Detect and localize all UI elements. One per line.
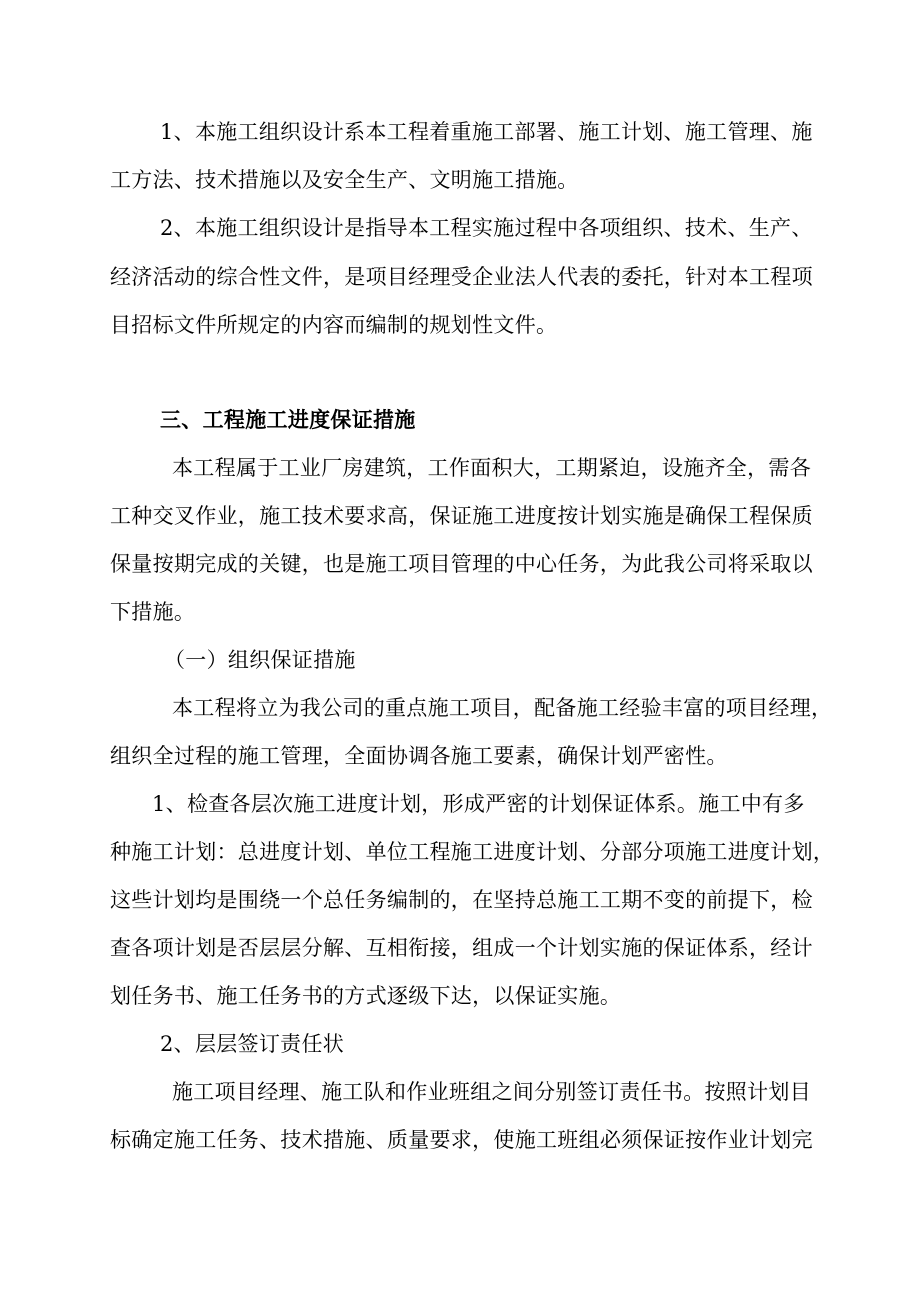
para3-line3: 保量按期完成的关键，也是施工项目管理的中心任务，为此我公司将采取以 — [110, 552, 813, 576]
para2-line3: 目招标文件所规定的内容而编制的规划性文件。 — [110, 313, 558, 337]
para6-line1: 施工项目经理、施工队和作业班组之间分别签订责任书。按照计划目 — [172, 1080, 811, 1104]
para4-line1: 本工程将立为我公司的重点施工项目，配备施工经验丰富的项目经理， — [172, 696, 833, 720]
para2-line1: 2、本施工组织设计是指导本工程实施过程中各项组织、技术、生产、 — [160, 216, 813, 240]
para1-line1: 1、本施工组织设计系本工程着重施工部署、施工计划、施工管理、施 — [160, 120, 813, 144]
para3-line1: 本工程属于工业厂房建筑，工作面积大，工期紧迫，设施齐全，需各 — [172, 456, 811, 480]
subheading-organization: （一）组织保证措施 — [164, 648, 356, 672]
para5-line4: 查各项计划是否层层分解、互相衔接，组成一个计划实施的保证体系，经计 — [110, 936, 813, 960]
para4-line2: 组织全过程的施工管理，全面协调各施工要素，确保计划严密性。 — [110, 744, 728, 768]
section-heading: 三、工程施工进度保证措施 — [160, 407, 416, 432]
para2-line2: 经济活动的综合性文件，是项目经理受企业法人代表的委托，针对本工程项 — [110, 265, 813, 289]
item2-heading: 2、层层签订责任状 — [160, 1032, 345, 1056]
para5-line5: 划任务书、施工任务书的方式逐级下达，以保证实施。 — [110, 984, 622, 1008]
para5-line2: 种施工计划：总进度计划、单位工程施工进度计划、分部分项施工进度计划， — [110, 840, 835, 864]
para3-line4: 下措施。 — [110, 600, 196, 624]
para5-line3: 这些计划均是围绕一个总任务编制的，在坚持总施工工期不变的前提下，检 — [110, 888, 813, 912]
para1-line2: 工方法、技术措施以及安全生产、文明施工措施。 — [110, 168, 579, 192]
para5-line1: 1、检查各层次施工进度计划，形成严密的计划保证体系。施工中有多 — [152, 792, 805, 816]
para6-line2: 标确定施工任务、技术措施、质量要求，使施工班组必须保证按作业计划完 — [110, 1128, 813, 1152]
para3-line2: 工种交叉作业，施工技术要求高，保证施工进度按计划实施是确保工程保质 — [110, 504, 813, 528]
